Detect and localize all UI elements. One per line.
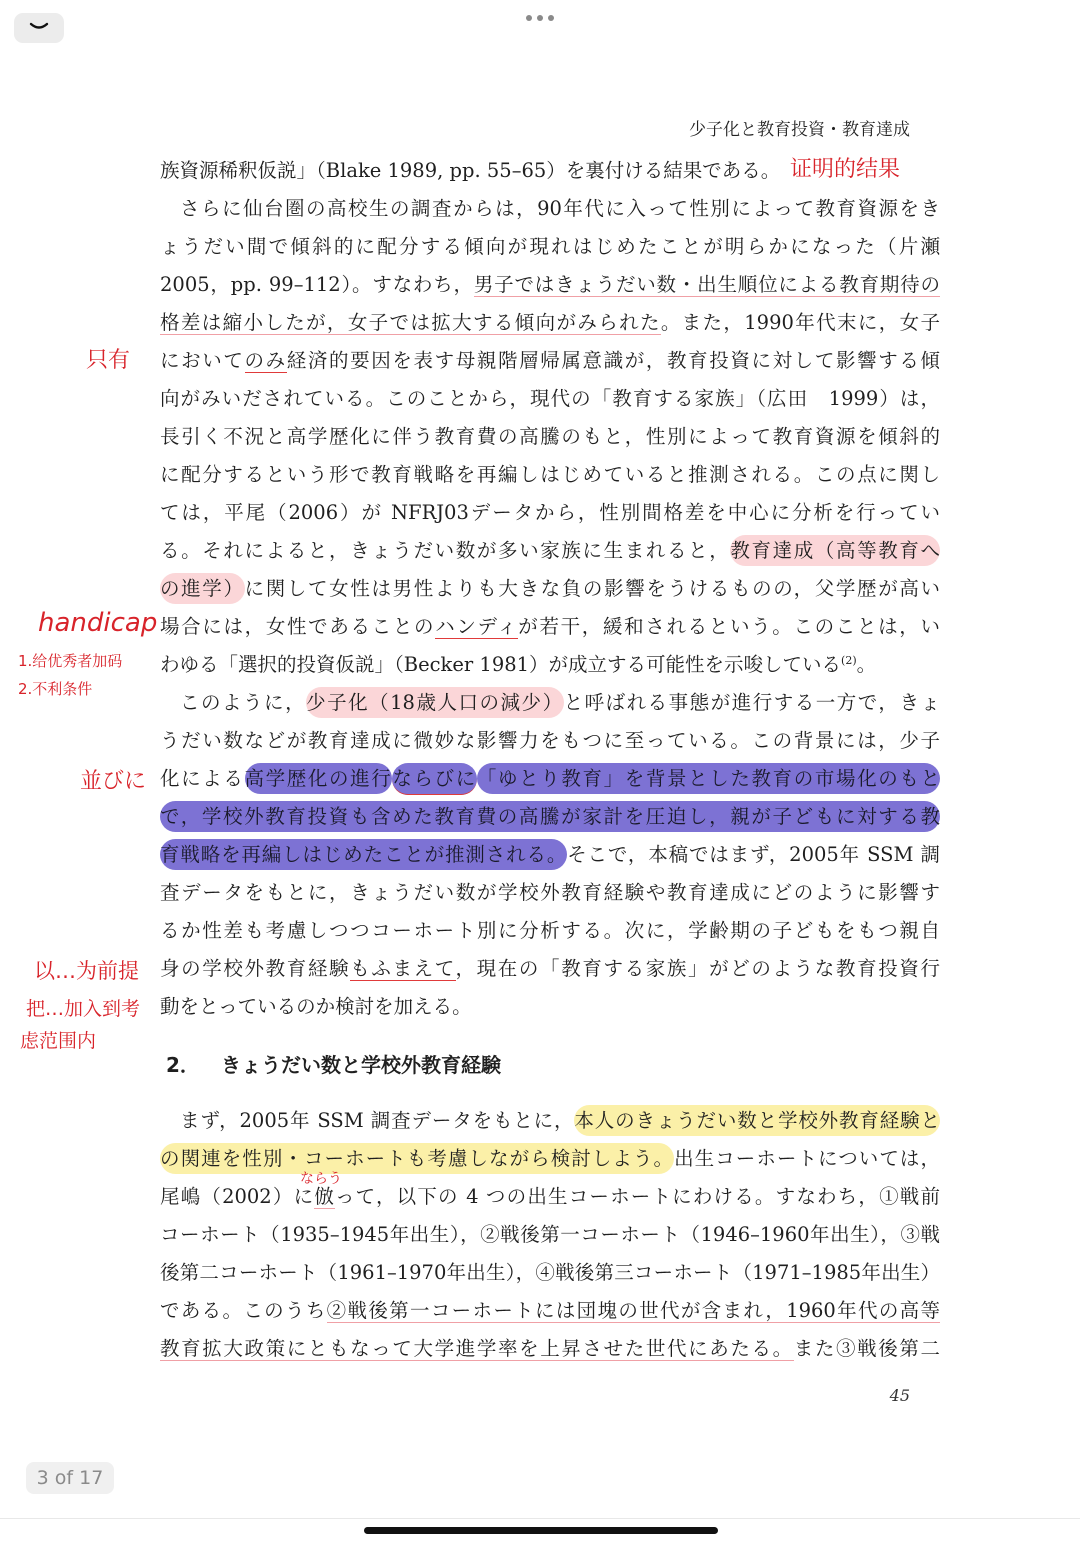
handwritten-note: ならう (300, 1171, 342, 1187)
running-header: 少子化と教育投資・教育達成 (689, 120, 910, 140)
chevron-down-icon (29, 21, 49, 33)
page-number: 45 (889, 1386, 910, 1405)
text-line: 2005，pp. 99–112）。すなわち，男子ではきょうだい数・出生順位による教育期待の (160, 273, 940, 296)
section-heading (160, 1048, 860, 1082)
text-line: 育戦略を再編しはじめたことが推測される。そこで，本稿ではまず，2005年 SSM 調 (160, 836, 940, 874)
footnote-ref: (2) (841, 654, 857, 667)
handwritten-note: 把…加入到考 (26, 998, 141, 1020)
text-line: るか性差も考慮しつつコーホート別に分析する。次に，学齢期の子どもをもつ親自 (160, 919, 940, 942)
section-number: 2． (166, 1053, 200, 1077)
text-line: 化による高学歴化の進行ならびに「ゆとり教育」を背景とした教育の市場化のもと (160, 760, 940, 798)
text-line: 場合には，女性であることのハンディが若干，緩和されるという。このことは，い (160, 615, 940, 638)
text-line: ょうだい間で傾斜的に配分する傾向が現れはじめたことが明らかになった（片瀬 (160, 235, 940, 258)
text-line: である。このうち②戦後第一コーホートには団塊の世代が含まれ，1960年代の高等 (160, 1299, 940, 1322)
text-line: まず，2005年 SSM 調査データをもとに，本人のきょうだい数と学校外教育経験と (160, 1102, 940, 1140)
collapse-button[interactable] (14, 13, 64, 43)
text-line: コーホート（1935–1945年出生），②戦後第一コーホート（1946–1960年出生），③戦 (160, 1223, 940, 1246)
highlight-pink: の進学） (160, 573, 245, 604)
handwritten-note: handicap (38, 608, 158, 638)
text-line: 長引く不況と高学歴化に伴う教育費の高騰のもと，性別によって教育資源を傾斜的 (160, 425, 940, 448)
text-line: うだい数などが教育達成に微妙な影響力をもつに至っている。この背景には，少子 (160, 729, 940, 752)
section-title: きょうだい数と学校外教育経験 (221, 1053, 501, 1077)
text-line: 格差は縮小したが，女子では拡大する傾向がみられた。また，1990年代末に，女子 (160, 311, 940, 334)
handwritten-note: 证明的结果 (790, 157, 901, 182)
text-line: このように，少子化（18歳人口の減少）と呼ばれる事態が進行する一方で，きょ (160, 684, 940, 722)
highlight-purple: 高学歴化の進行 (245, 763, 393, 794)
text-line: の関連を性別・コーホートも考慮しながら検討しよう。出生コーホートについては， (160, 1140, 940, 1178)
text-line: 後第二コーホート（1961–1970年出生），④戦後第三コーホート（1971–1985年出生） (160, 1261, 940, 1284)
text-line: わゆる「選択的投資仮説」（Becker 1981）が成立する可能性を示唆している$^{(2)}$。 (160, 653, 877, 676)
text-line: 査データをもとに，きょうだい数が学校外教育経験や教育達成にどのように影響す (160, 881, 940, 904)
text-line: に配分するという形で教育戦略を再編しはじめていると推測される。この点に関し (160, 463, 940, 486)
text-line: 族資源稀釈仮説」（Blake 1989, pp. 55–65）を裏付ける結果である。 (160, 159, 781, 182)
text-line: 向がみいだされている。このことから，現代の「教育する家族」（広田 1999）は， (160, 387, 940, 410)
text-line: ては，平尾（2006）が NFRJ03データから，性別間格差を中心に分析を行ってい (160, 501, 940, 524)
handwritten-note: 1.给优秀者加码 (18, 652, 123, 670)
highlight-yellow: 本人のきょうだい数と学校外教育経験と (574, 1105, 940, 1136)
highlight-yellow: の関連を性別・コーホートも考慮しながら検討しよう。 (160, 1143, 674, 1174)
text-line (160, 798, 940, 836)
handwritten-note: 2.不利条件 (18, 680, 93, 698)
text-line: 尾嶋（2002）に倣って，以下の 4 つの出生コーホートにわける。すなわち，①戦前 (160, 1185, 940, 1208)
highlight-purple: 「ゆとり教育」を背景とした教育の市場化のもと (477, 763, 940, 794)
handwritten-note: 虑范围内 (20, 1030, 97, 1052)
highlight-purple: 育戦略を再編しはじめたことが推測される。 (160, 839, 567, 870)
more-options-icon[interactable] (524, 9, 556, 28)
handwritten-note: 以…为前提 (34, 959, 139, 983)
highlight-purple: ならびに (392, 763, 477, 795)
highlight-pink: 少子化（18歳人口の減少） (306, 687, 564, 718)
text-line: さらに仙台圏の高校生の調査からは，90年代に入って性別によって教育資源をき (180, 197, 940, 220)
home-indicator[interactable] (364, 1527, 718, 1534)
text-line: においてのみ経済的要因を表す母親階層帰属意識が，教育投資に対して影響する傾 (160, 349, 940, 372)
text-line: る。それによると，きょうだい数が多い家族に生まれると，教育達成（高等教育へ (160, 532, 940, 570)
text-line: 身の学校外教育経験もふまえて，現在の「教育する家族」がどのような教育投資行 (160, 957, 940, 980)
text-line: の進学）に関して女性は男性よりも大きな負の影響をうけるものの，父学歴が高い (160, 570, 940, 608)
handwritten-note: 並びに (80, 769, 147, 794)
text-line: 教育拡大政策にともなって大学進学率を上昇させた世代にあたる。また③戦後第二 (160, 1337, 940, 1360)
text-line: 動をとっているのか検討を加える。 (160, 995, 472, 1018)
highlight-pink: 教育達成（高等教育へ (730, 535, 940, 566)
handwritten-note: 只有 (86, 348, 131, 373)
highlight-purple: で，学校外教育投資も含めた教育費の高騰が家計を圧迫し，親が子どもに対する教 (160, 801, 940, 832)
page-indicator: 3 of 17 (26, 1462, 114, 1494)
